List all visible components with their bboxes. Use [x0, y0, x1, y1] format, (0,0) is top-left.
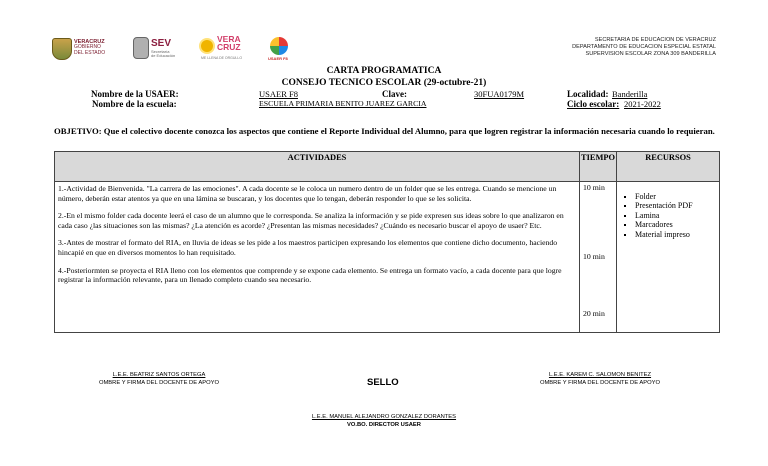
veracruz-orgullo-logo [201, 35, 247, 61]
time-activity-2: 10 min [583, 252, 605, 261]
ciclo-value: 2021-2022 [624, 99, 661, 109]
objetivo-statement [54, 126, 719, 137]
usaer-logo [268, 37, 292, 61]
escuela-value: ESCUELA PRIMARIA BENITO JUAREZ GARCIA [259, 99, 427, 108]
resource-item: ▪ Folder [635, 192, 719, 201]
activities-table [54, 151, 720, 333]
usaer-value: USAER F8 [259, 89, 298, 99]
vera-line2: CRUZ [217, 42, 241, 52]
localidad-label: Localidad: [567, 89, 609, 99]
localidad-value: Banderilla [612, 89, 648, 99]
activities-cell [55, 182, 580, 333]
activity-3: 3.-Antes de mostrar el formato del RIA, en lluvia de ideas se les pide a los maestros participen expresando los elementos que contiene dicho documento, haciendo hincapié en que en diversos momentos lo han requisitado. [58, 238, 558, 257]
signature-left [64, 372, 254, 387]
sello-label: SELLO [367, 377, 399, 388]
signature-left-caption: OMBRE Y FIRMA DEL DOCENTE DE APOYO [98, 379, 220, 386]
resources-cell [617, 182, 720, 333]
sev-logo-text: SEV [151, 38, 172, 49]
institution-header [572, 37, 716, 58]
resource-item: ▪ Presentación PDF [635, 201, 719, 210]
sun-icon [201, 40, 213, 52]
veracruz-government-logo [52, 38, 122, 58]
table-header-row [55, 152, 720, 182]
veracruz-logo-estado: DEL ESTADO [74, 49, 106, 56]
usaer-circle-icon [270, 37, 288, 55]
signature-right [500, 372, 700, 387]
resources-list [617, 192, 719, 239]
document-title: CARTA PROGRAMATICA [326, 66, 442, 76]
time-cell [580, 182, 617, 333]
signature-director-name: L.E.E. MANUEL ALEJANDRO GONZALEZ DORANTES [311, 414, 457, 420]
sev-emblem-icon [133, 37, 149, 59]
clave-label: Clave: [382, 89, 407, 99]
table-row [55, 182, 720, 333]
time-activity-1: 10 min [583, 183, 605, 192]
vera-line1: VERA [217, 34, 241, 44]
usaer-label: Nombre de la USAER: [91, 89, 179, 99]
signature-director [264, 414, 504, 429]
veracruz-logo-line2 [74, 45, 105, 56]
sev-logo-subtext [151, 50, 175, 58]
veracruz-logo-gobierno: GOBIERNO [74, 44, 101, 50]
objetivo-label: OBJETIVO: [54, 126, 102, 136]
signature-director-caption: VO.BO. DIRECTOR USAER [347, 421, 421, 428]
sev-logo [133, 37, 178, 59]
coat-of-arms-icon [52, 38, 72, 60]
activity-4: 4.-Posteriormten se proyecta el RIA lleno con los elementos que comprende y se expone cada elemento. Se entrega un formato vacío, a cada docente para que logre registrar la información relevante, para un llenado completo cuando sea necesario. [58, 265, 562, 285]
header-recursos: RECURSOS [617, 152, 720, 182]
resource-item: ▪ Marcadores [635, 220, 719, 229]
header-line-departamento: DEPARTAMENTO DE EDUCACION ESPECIAL ESTATAL [572, 44, 716, 50]
time-activity-3: 20 min [583, 309, 605, 318]
vera-logo-subtext: ME LLENA DE ORGULLO [201, 56, 243, 60]
veracruz-logo-line1: VERACRUZ [74, 39, 105, 45]
activity-2: 2.-En el mismo folder cada docente leerá el caso de un alumno que le corresponda. Se analiza la información y se pide expresen sus ideas sobre lo que analizaron en cada caso ¿las situaciones son las mismas? ¿La atención es acorde? ¿Presentan las mismas necesidades? ¿Cuándo es necesario buscar el apoyo de usaer? Etc. [58, 211, 564, 230]
vera-logo-text [217, 35, 241, 51]
sev-sub1: Secretaría [151, 49, 170, 54]
header-line-supervision: SUPERVISION ESCOLAR ZONA 309 BANDERILLA [585, 51, 716, 57]
header-tiempo [580, 152, 617, 182]
ciclo-label: Ciclo escolar: [567, 99, 620, 109]
header-tiempo-text: TIEMPO [581, 153, 615, 162]
resource-item: ▪ Lamina [635, 211, 719, 220]
clave-value: 30FUA0179M [474, 89, 525, 99]
resource-item: ▪ Material impreso [635, 230, 719, 239]
objetivo-text: Que el colectivo docente conozca los aspectos que contiene el Reporte Individual del Alumno, para que logren registrar la información necesaria cuando lo requieran. [103, 126, 715, 136]
signature-left-name: L.E.E. BEATRIZ SANTOS ORTEGA [112, 372, 206, 378]
header-line-secretaria: SECRETARIA DE EDUCACION DE VERACRUZ [594, 37, 716, 43]
escuela-label: Nombre de la escuela: [92, 99, 177, 109]
header-actividades: ACTIVIDADES [55, 152, 580, 182]
usaer-logo-text: USAER F8 [268, 56, 288, 61]
signature-right-caption: OMBRE Y FIRMA DEL DOCENTE DE APOYO [539, 379, 661, 386]
sev-sub2: de Educación [151, 53, 176, 58]
signature-right-name: L.E.E. KAREM C. SALOMON BENITEZ [548, 372, 652, 378]
document-subtitle: CONSEJO TECNICO ESCOLAR (29-octubre-21) [281, 78, 487, 88]
activity-1: 1.-Actividad de Bienvenida. "La carrera de las emociones". A cada docente se le coloca un numero dentro de un folder que se les entrega. Cuando se mencione un número, deberán estar atentos ya que en una lámina se buscaran, y los docentes que lo tengan, deberán responder lo que se les solicita. [58, 184, 557, 203]
